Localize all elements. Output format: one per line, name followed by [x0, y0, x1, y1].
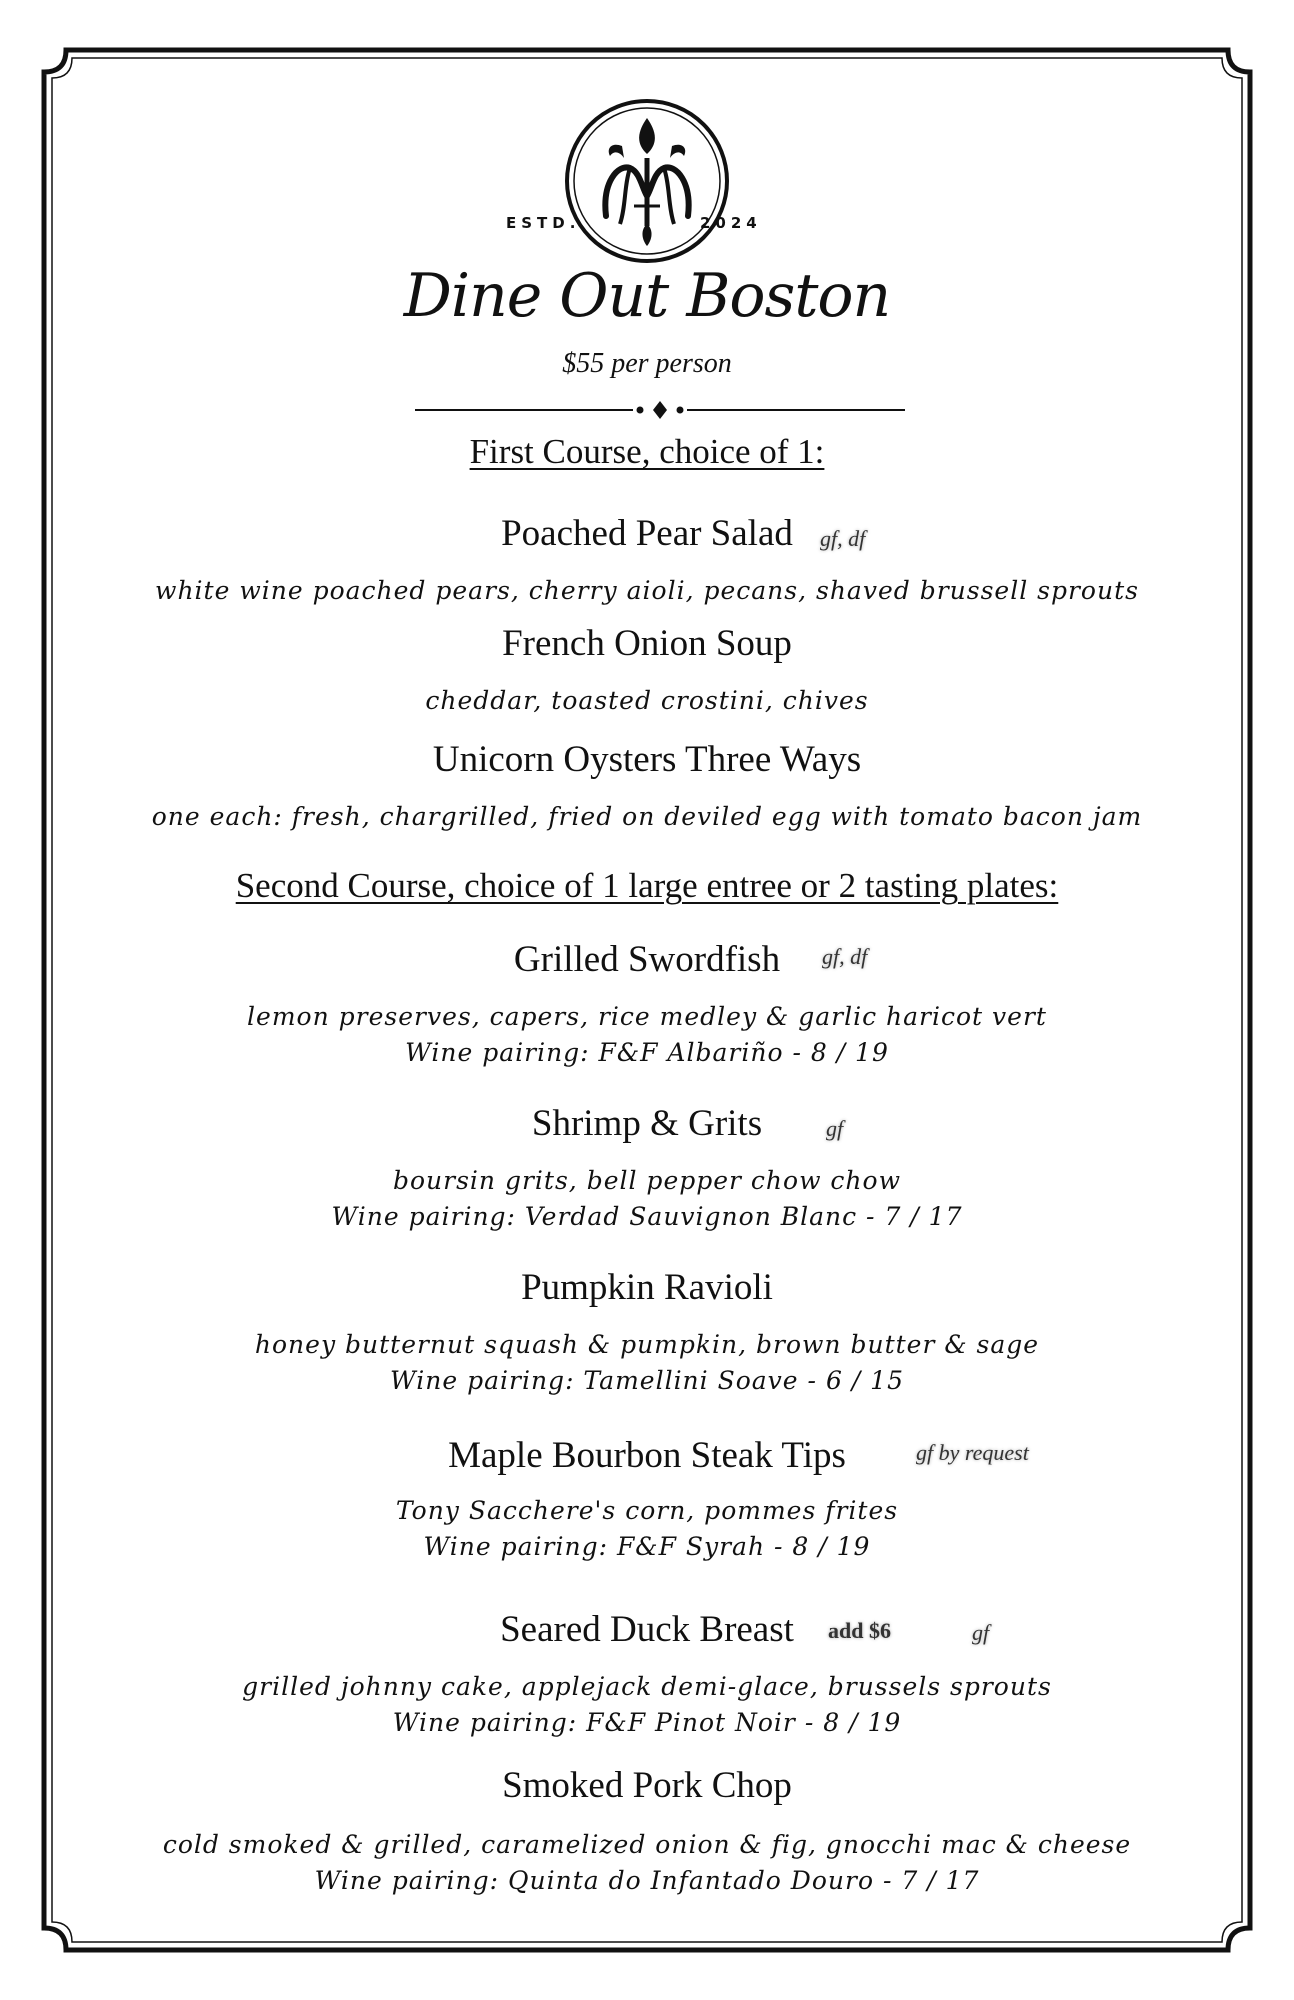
- menu-title: Dine Out Boston: [403, 261, 891, 331]
- dish-description: cheddar, toasted crostini, chives: [425, 686, 869, 715]
- wine-pairing: Wine pairing: F&F Syrah - 8 / 19: [423, 1532, 871, 1561]
- dish-smoked-pork-chop: Smoked Pork Chop: [502, 1765, 792, 1806]
- wine-pairing: Wine pairing: Verdad Sauvignon Blanc - 7 / 17: [331, 1202, 963, 1231]
- dish-description: Tony Sacchere's corn, pommes frites: [395, 1496, 899, 1525]
- dish-description: lemon preserves, capers, rice medley & garlic haricot vert: [247, 1002, 1047, 1031]
- dish-description: grilled johnny cake, applejack demi-glace, brussels sprouts: [242, 1672, 1052, 1701]
- estd-label: ESTD.: [506, 214, 581, 232]
- dish-shrimp-grits: Shrimp & Grits: [531, 1103, 763, 1144]
- addon-price: add $6: [828, 1618, 891, 1643]
- dietary-tag: gf: [826, 1116, 844, 1141]
- second-course-heading: Second Course, choice of 1 large entree or 2 tasting plates:: [235, 866, 1059, 905]
- ornament-divider: [415, 398, 905, 422]
- dish-description: white wine poached pears, cherry aioli, pecans, shaved brussell sprouts: [155, 576, 1139, 605]
- dish-french-onion-soup: French Onion Soup: [502, 623, 792, 664]
- dietary-tag: gf, df: [822, 944, 868, 969]
- dish-pumpkin-ravioli: Pumpkin Ravioli: [521, 1267, 773, 1308]
- fleur-de-lis-m-monogram-icon: [562, 96, 732, 266]
- menu-price: $55 per person: [562, 348, 732, 379]
- dish-seared-duck-breast: Seared Duck Breast: [500, 1609, 794, 1650]
- dish-description: boursin grits, bell pepper chow chow: [393, 1166, 901, 1195]
- dish-description: cold smoked & grilled, caramelized onion & fig, gnocchi mac & cheese: [162, 1830, 1132, 1859]
- wine-pairing: Wine pairing: Tamellini Soave - 6 / 15: [390, 1366, 904, 1395]
- wine-pairing: Wine pairing: F&F Albariño - 8 / 19: [405, 1038, 889, 1067]
- established-row: [0, 214, 1294, 238]
- dish-grilled-swordfish: Grilled Swordfish: [513, 939, 781, 980]
- wine-pairing: Wine pairing: F&F Pinot Noir - 8 / 19: [392, 1708, 902, 1737]
- dietary-tag: gf, df: [820, 526, 866, 551]
- dish-description: honey butternut squash & pumpkin, brown butter & sage: [254, 1330, 1040, 1359]
- dish-unicorn-oysters: Unicorn Oysters Three Ways: [432, 739, 862, 780]
- estd-year: 2024: [700, 214, 762, 232]
- dish-description: one each: fresh, chargrilled, fried on deviled egg with tomato bacon jam: [151, 802, 1143, 831]
- dish-maple-bourbon-steak-tips: Maple Bourbon Steak Tips: [448, 1435, 846, 1476]
- wine-pairing: Wine pairing: Quinta do Infantado Douro - 7 / 17: [314, 1866, 980, 1895]
- first-course-heading: First Course, choice of 1:: [469, 432, 825, 471]
- dietary-tag: gf: [972, 1620, 990, 1645]
- dietary-tag: gf by request: [916, 1440, 1029, 1465]
- dish-poached-pear-salad: Poached Pear Salad: [501, 513, 793, 554]
